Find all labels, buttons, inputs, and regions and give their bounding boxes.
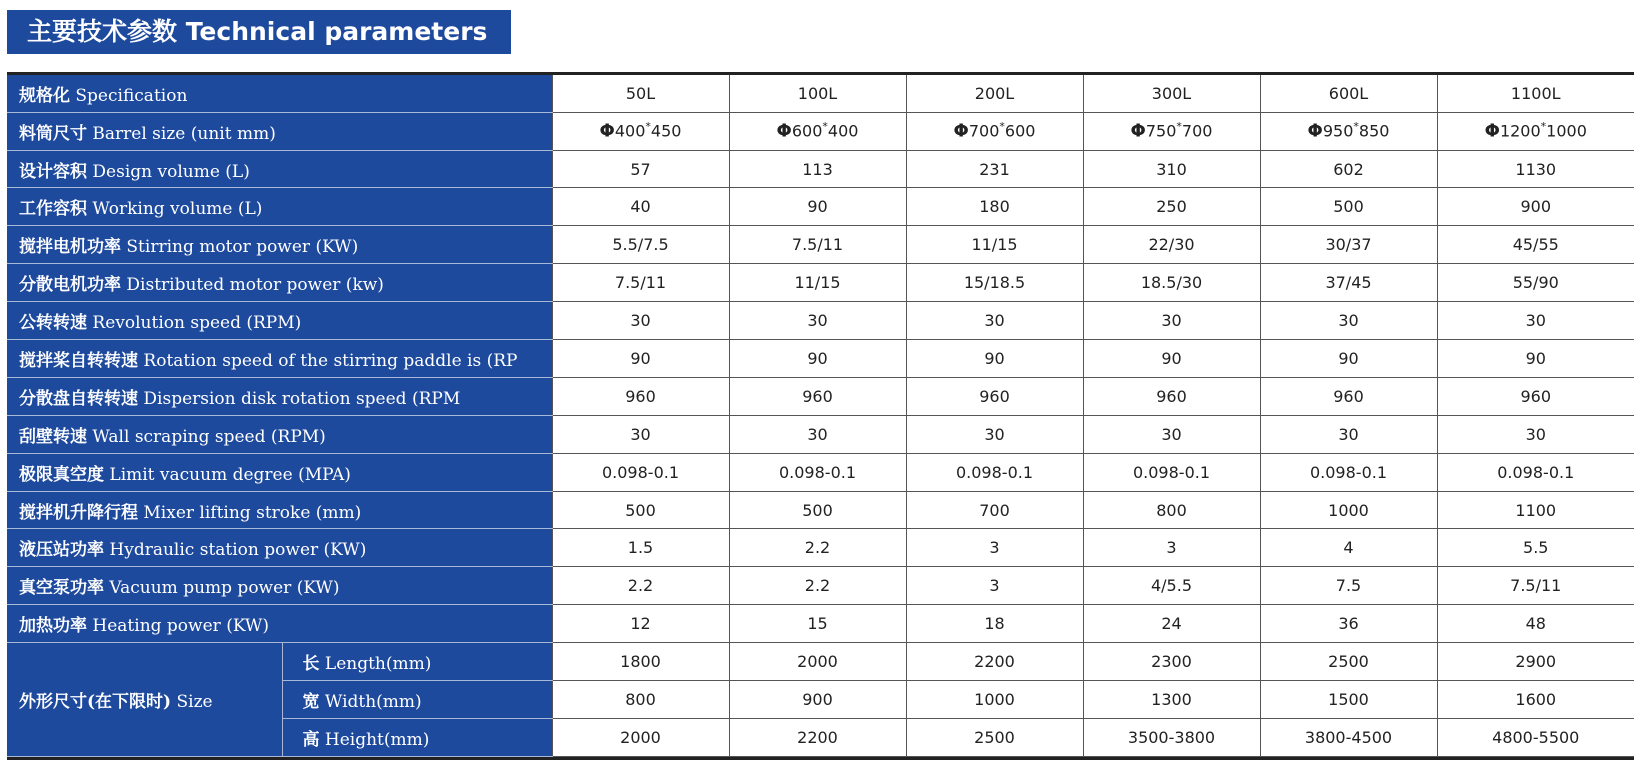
row-label-zh: 工作容积 [19,199,87,220]
phi-symbol: Φ [953,120,969,142]
phi-symbol: Φ [776,120,792,142]
parameter-value: 960 [1083,377,1260,415]
parameter-value: 3 [906,567,1083,605]
parameter-value: 48 [1437,605,1634,643]
table-row [7,415,1634,453]
size-sublabel [282,643,552,681]
parameter-label [7,188,552,226]
row-label-zh: 极限真空度 [19,464,104,485]
row-label-zh: 分散电机功率 [19,275,121,296]
page-title: 主要技术参数 Technical parameters [7,10,511,54]
parameter-label [7,491,552,529]
size-group-label [7,643,282,757]
parameter-value: 800 [1083,491,1260,529]
row-label-en: Barrel size (unit mm) [87,123,276,144]
barrel-diameter: 750 [1145,121,1177,141]
size-value: 800 [552,681,729,719]
size-value: 2000 [729,643,906,681]
table-row [7,643,1634,681]
barrel-height: 450 [650,121,682,141]
size-value: 1800 [552,643,729,681]
multiply-star: * [1540,120,1547,134]
parameter-label [7,340,552,378]
barrel-height: 1000 [1546,121,1587,141]
parameter-label [7,453,552,491]
parameter-value: 7.5 [1260,567,1437,605]
parameter-value: 5.5/7.5 [552,226,729,264]
parameter-value: 900 [1437,188,1634,226]
parameter-value: 30 [1260,415,1437,453]
parameter-value: 960 [1260,377,1437,415]
row-label-zh: 宽 [302,691,320,712]
multiply-star: * [1353,120,1359,134]
parameter-value: 30 [552,415,729,453]
size-value: 2300 [1083,643,1260,681]
multiply-star: * [822,120,828,134]
parameter-value: 500 [729,491,906,529]
size-value: 2500 [906,718,1083,756]
barrel-height: 700 [1181,121,1213,141]
parameter-value: 5.5 [1437,529,1634,567]
multiply-star: * [645,120,651,134]
parameter-value: 90 [729,188,906,226]
parameter-value: 45/55 [1437,226,1634,264]
parameter-value: 2.2 [552,567,729,605]
parameter-label [7,377,552,415]
size-value: 1500 [1260,681,1437,719]
parameter-value: 180 [906,188,1083,226]
parameter-value: 700 [906,491,1083,529]
parameter-value: 960 [729,377,906,415]
parameter-value: 500 [552,491,729,529]
table-row [7,226,1634,264]
parameter-value: 231 [906,150,1083,188]
barrel-diameter: 600 [791,121,823,141]
row-label-zh: 加热功率 [19,616,87,637]
row-label-zh: 搅拌电机功率 [19,237,121,258]
barrel-size-cell [1083,112,1260,150]
row-label-en: Revolution speed (RPM) [87,313,302,334]
parameter-value: 1100 [1437,491,1634,529]
specification-label [7,75,552,112]
parameter-value: 90 [552,340,729,378]
phi-symbol: Φ [1484,120,1500,142]
technical-parameters-table [7,75,1634,757]
parameter-value: 0.098-0.1 [1437,453,1634,491]
parameter-value: 15/18.5 [906,264,1083,302]
parameter-value: 0.098-0.1 [1083,453,1260,491]
parameter-value: 2.2 [729,567,906,605]
row-label-en: Specification [70,85,188,106]
row-label-zh: 真空泵功率 [19,578,104,599]
size-value: 2900 [1437,643,1634,681]
parameter-value: 3 [1083,529,1260,567]
row-label-en: Distributed motor power (kw) [121,275,384,296]
parameter-label [7,415,552,453]
parameter-value: 15 [729,605,906,643]
parameter-value: 40 [552,188,729,226]
barrel-size-cell [552,112,729,150]
table-row [7,340,1634,378]
row-label-zh: 公转转速 [19,313,87,334]
size-value: 1600 [1437,681,1634,719]
size-value: 900 [729,681,906,719]
barrel-diameter: 1200 [1499,121,1541,141]
row-label-zh: 外形尺寸(在下限时) [19,692,172,713]
parameter-value: 30 [552,302,729,340]
parameter-value: 18.5/30 [1083,264,1260,302]
phi-symbol: Φ [1307,120,1323,142]
table-row [7,264,1634,302]
parameter-value: 0.098-0.1 [1260,453,1437,491]
parameter-value: 90 [729,340,906,378]
model-cell: 300L [1083,75,1260,112]
parameter-value: 0.098-0.1 [729,453,906,491]
phi-symbol: Φ [1130,120,1146,142]
barrel-height: 400 [827,121,859,141]
table-row [7,302,1634,340]
parameter-value: 12 [552,605,729,643]
row-label-en: Dispersion disk rotation speed (RPM [138,388,461,409]
multiply-star: * [1176,120,1182,134]
row-label-zh: 长 [302,654,320,675]
size-value: 2500 [1260,643,1437,681]
parameter-label [7,605,552,643]
parameter-value: 960 [1437,377,1634,415]
parameter-value: 250 [1083,188,1260,226]
barrel-size-cell [729,112,906,150]
size-value: 2200 [729,718,906,756]
row-label-zh: 刮壁转速 [19,426,87,447]
phi-symbol: Φ [599,120,615,142]
row-label-en: Height(mm) [319,729,430,750]
row-label-zh: 搅拌桨自转转速 [19,350,138,371]
size-sublabel [282,681,552,719]
parameter-value: 7.5/11 [729,226,906,264]
table-row [7,75,1634,112]
barrel-size-cell [906,112,1083,150]
row-label-en: Size [171,692,213,713]
parameter-value: 7.5/11 [552,264,729,302]
parameter-value: 90 [1083,340,1260,378]
parameter-value: 30/37 [1260,226,1437,264]
parameter-value: 30 [1437,302,1634,340]
parameter-value: 0.098-0.1 [552,453,729,491]
table-row [7,491,1634,529]
model-cell: 1100L [1437,75,1634,112]
parameter-value: 113 [729,150,906,188]
row-label-zh: 高 [302,729,320,750]
parameter-value: 11/15 [729,264,906,302]
parameter-value: 90 [1437,340,1634,378]
table-row [7,529,1634,567]
row-label-en: Length(mm) [319,654,432,675]
size-value: 3500-3800 [1083,718,1260,756]
parameter-value: 37/45 [1260,264,1437,302]
parameter-value: 55/90 [1437,264,1634,302]
table-row [7,150,1634,188]
parameter-value: 22/30 [1083,226,1260,264]
row-label-zh: 规格化 [19,85,70,106]
row-label-en: Design volume (L) [87,161,250,182]
parameter-value: 57 [552,150,729,188]
parameter-value: 1.5 [552,529,729,567]
table-row [7,567,1634,605]
row-label-zh: 分散盘自转转速 [19,388,138,409]
parameter-value: 0.098-0.1 [906,453,1083,491]
parameter-value: 30 [906,415,1083,453]
parameter-value: 30 [1437,415,1634,453]
parameter-value: 30 [906,302,1083,340]
row-label-en: Working volume (L) [87,199,263,220]
barrel-size-label [7,112,552,150]
parameter-label [7,226,552,264]
size-sublabel [282,718,552,756]
model-cell: 50L [552,75,729,112]
table-row [7,188,1634,226]
row-label-en: Vacuum pump power (KW) [104,578,340,599]
row-label-en: Limit vacuum degree (MPA) [104,464,351,485]
table-row [7,605,1634,643]
row-label-zh: 液压站功率 [19,540,104,561]
parameter-value: 500 [1260,188,1437,226]
parameter-label [7,264,552,302]
parameter-value: 24 [1083,605,1260,643]
size-value: 3800-4500 [1260,718,1437,756]
table-body [7,75,1634,757]
row-label-zh: 料筒尺寸 [19,123,87,144]
parameter-label [7,529,552,567]
parameter-value: 1000 [1260,491,1437,529]
barrel-diameter: 700 [968,121,1000,141]
table-row [7,112,1634,150]
model-cell: 600L [1260,75,1437,112]
table-row [7,453,1634,491]
parameter-value: 960 [552,377,729,415]
size-value: 2000 [552,718,729,756]
barrel-size-cell [1260,112,1437,150]
barrel-diameter: 400 [614,121,646,141]
parameter-value: 4 [1260,529,1437,567]
row-label-en: Wall scraping speed (RPM) [87,426,326,447]
row-label-en: Rotation speed of the stirring paddle is (RP [138,350,518,371]
parameter-value: 30 [1260,302,1437,340]
size-value: 2200 [906,643,1083,681]
parameter-label [7,567,552,605]
row-label-zh: 搅拌机升降行程 [19,502,138,523]
parameter-value: 602 [1260,150,1437,188]
parameter-value: 18 [906,605,1083,643]
model-cell: 200L [906,75,1083,112]
row-label-zh: 设计容积 [19,161,87,182]
parameter-value: 1130 [1437,150,1634,188]
model-cell: 100L [729,75,906,112]
parameter-value: 30 [1083,415,1260,453]
parameter-label [7,150,552,188]
row-label-en: Width(mm) [319,691,422,712]
parameter-value: 11/15 [906,226,1083,264]
parameter-value: 30 [729,415,906,453]
row-label-en: Stirring motor power (KW) [121,237,359,258]
parameter-value: 310 [1083,150,1260,188]
parameter-value: 30 [1083,302,1260,340]
barrel-diameter: 950 [1322,121,1354,141]
parameter-value: 36 [1260,605,1437,643]
parameter-label [7,302,552,340]
row-label-en: Mixer lifting stroke (mm) [138,502,362,523]
parameter-value: 960 [906,377,1083,415]
technical-parameters-table-wrapper [7,72,1634,760]
barrel-size-cell [1437,112,1634,150]
multiply-star: * [999,120,1005,134]
size-value: 4800-5500 [1437,718,1634,756]
size-value: 1300 [1083,681,1260,719]
barrel-height: 850 [1358,121,1390,141]
parameter-value: 3 [906,529,1083,567]
parameter-value: 30 [729,302,906,340]
row-label-en: Heating power (KW) [87,616,270,637]
barrel-height: 600 [1004,121,1036,141]
table-row [7,377,1634,415]
parameter-value: 90 [906,340,1083,378]
parameter-value: 4/5.5 [1083,567,1260,605]
parameter-value: 2.2 [729,529,906,567]
parameter-value: 90 [1260,340,1437,378]
parameter-value: 7.5/11 [1437,567,1634,605]
row-label-en: Hydraulic station power (KW) [104,540,367,561]
size-value: 1000 [906,681,1083,719]
